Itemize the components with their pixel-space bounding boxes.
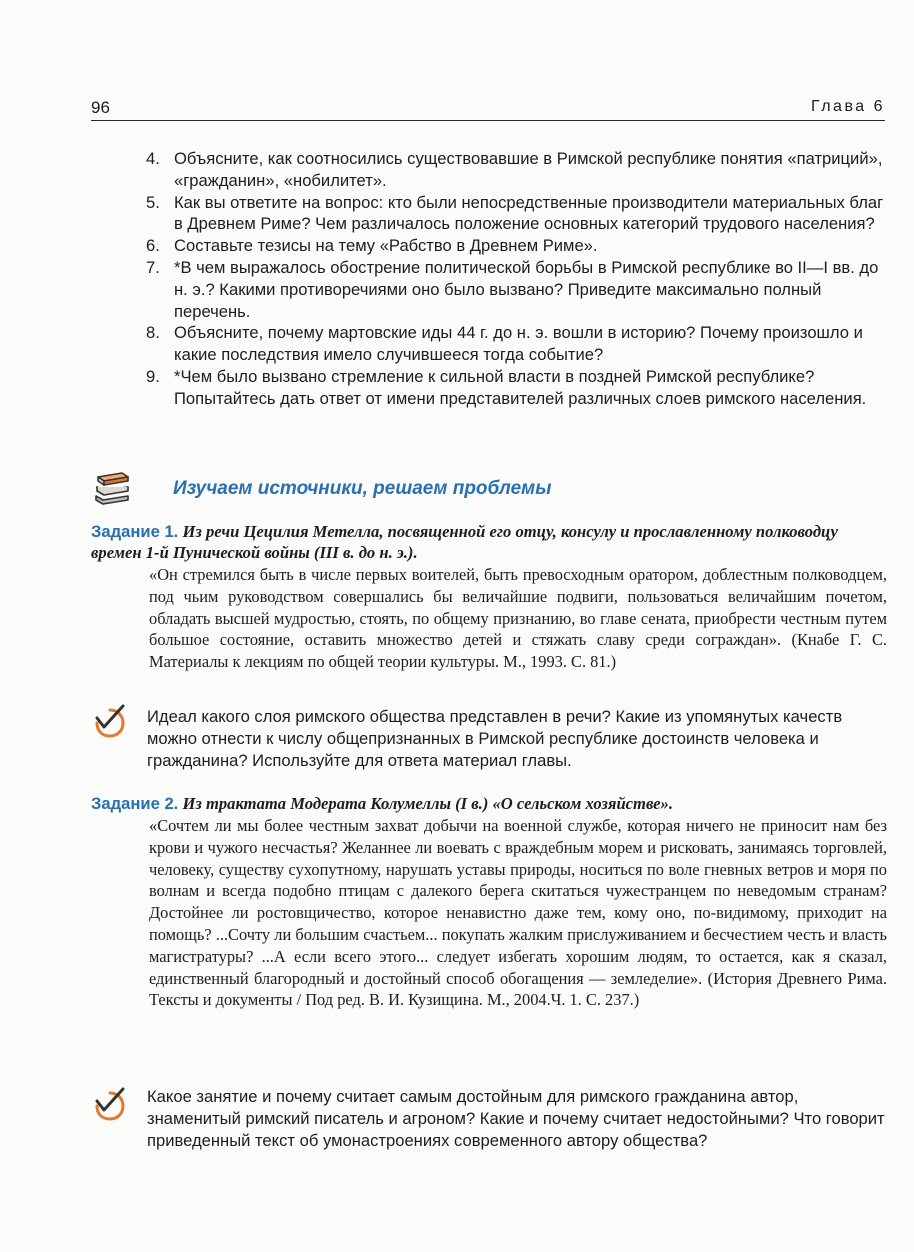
question-list <box>146 148 886 410</box>
question-item <box>146 322 886 366</box>
task-2 <box>91 793 887 1011</box>
question-text: *В чем выражалось обострение политической борьбы в Римской республике во II—I вв. до н. э.? Какими противоречиями оно было вызвано? Приведите максимально полный перечень. <box>174 257 879 321</box>
section-title: Изучаем источники, решаем проблемы <box>173 478 552 499</box>
question-item <box>146 148 886 192</box>
question-text: Как вы ответите на вопрос: кто были непосредственные производители материальных благ в Древнем Риме? Чем различалось положение основных категорий трудового населения? <box>174 192 884 234</box>
task-label: Задание 2. <box>91 794 179 813</box>
question-text: Объясните, почему мартовские иды 44 г. до н. э. вошли в историю? Почему произошло и какие последствия имело случившееся тогда событие? <box>174 323 863 365</box>
question-text: Составьте тезисы на тему «Рабство в Древнем Риме». <box>174 236 598 256</box>
question-number: 7. <box>146 257 160 277</box>
task-question: Какое занятие и почему считает самым достойным для римского гражданина автор, знаменитый римский писатель и агроном? Какие и почему считает недостойными? Что говорит приведенный текст об умонастроениях современного автору общества? <box>147 1087 885 1150</box>
task-label: Задание 1. <box>91 522 179 541</box>
question-number: 8. <box>146 323 160 343</box>
task-intro: Из речи Цецилия Метелла, посвященной его отцу, консулу и прославленному полководцу времен 1-й Пунической войны (III в. до н. э.). <box>91 522 838 562</box>
question-item <box>146 235 886 257</box>
check-mark-icon <box>93 704 127 740</box>
chapter-title: Глава 6 <box>810 98 885 115</box>
question-item <box>146 192 886 236</box>
task-question: Идеал какого слоя римского общества представлен в речи? Какие из упомянутых качеств можно отнести к числу общепризнанных в Римской республике достоинств человека и гражданина? Используйте для ответа материал главы. <box>147 707 843 770</box>
books-stack-icon <box>92 467 132 507</box>
task-quote: «Сочтем ли мы более честным захват добычи на военной службе, которая ничего не приносит нам без крови и чужого несчастья? Желаннее ли воевать с враждебным морем и рисковать, занимаясь торговлей, человеку, существу сухопутному, нарушать уставы природы, носиться по воле гневных ветров и моря по волнам и всегда подобно птицам с далекого берега скитаться чужестранцем по неведомым странам? Достойнее ли ростовщичество, которое ненавистно даже тем, кому оно, по-видимому, приходит на помощь? ...Сочту ли большим счастьем... покупать жалким прислуживанием и бесчестием честь и власть магистратуры? ...А если всего этого... следует избегать хорошим людям, то остается, как я сказал, единственный благородный и достойный способ обогащения — земледелие». (История Древнего Рима. Тексты и документы / Под ред. В. И. Кузищина. М., 2004.Ч. 1. С. 237.) <box>149 816 887 1010</box>
question-item <box>146 257 886 322</box>
question-text: *Чем было вызвано стремление к сильной власти в поздней Римской республике? Попытайтесь дать ответ от имени представителей различных слоев римского населения. <box>174 366 867 408</box>
check-mark-icon <box>93 1087 127 1123</box>
question-number: 5. <box>146 192 160 212</box>
task-intro: Из трактата Модерата Колумеллы (I в.) «О сельском хозяйстве». <box>182 794 673 813</box>
question-text: Объясните, как соотносились существовавшие в Римской республике понятия «патриций», «гражданин», «нобилитет». <box>174 149 883 190</box>
question-item <box>146 366 886 410</box>
page-number: 96 <box>91 98 110 117</box>
question-number: 6. <box>146 236 160 256</box>
task-quote: «Он стремился быть в числе первых воителей, быть превосходным оратором, доблестным полководцем, под чьим руководством совершались бы величайшие подвиги, пользоваться величайшим почетом, обладать высшей мудростью, стоять, по общему признанию, во главе сената, приобрести честным путем большое состояние, оставить множество детей и стяжать славу среди сограждан». (Кнабе Г. С. Материалы к лекциям по общей теории культуры. М., 1993. С. 81.) <box>149 565 887 672</box>
task-1 <box>91 521 887 673</box>
question-number: 9. <box>146 366 160 386</box>
question-number: 4. <box>146 149 160 168</box>
page-header <box>91 96 885 121</box>
